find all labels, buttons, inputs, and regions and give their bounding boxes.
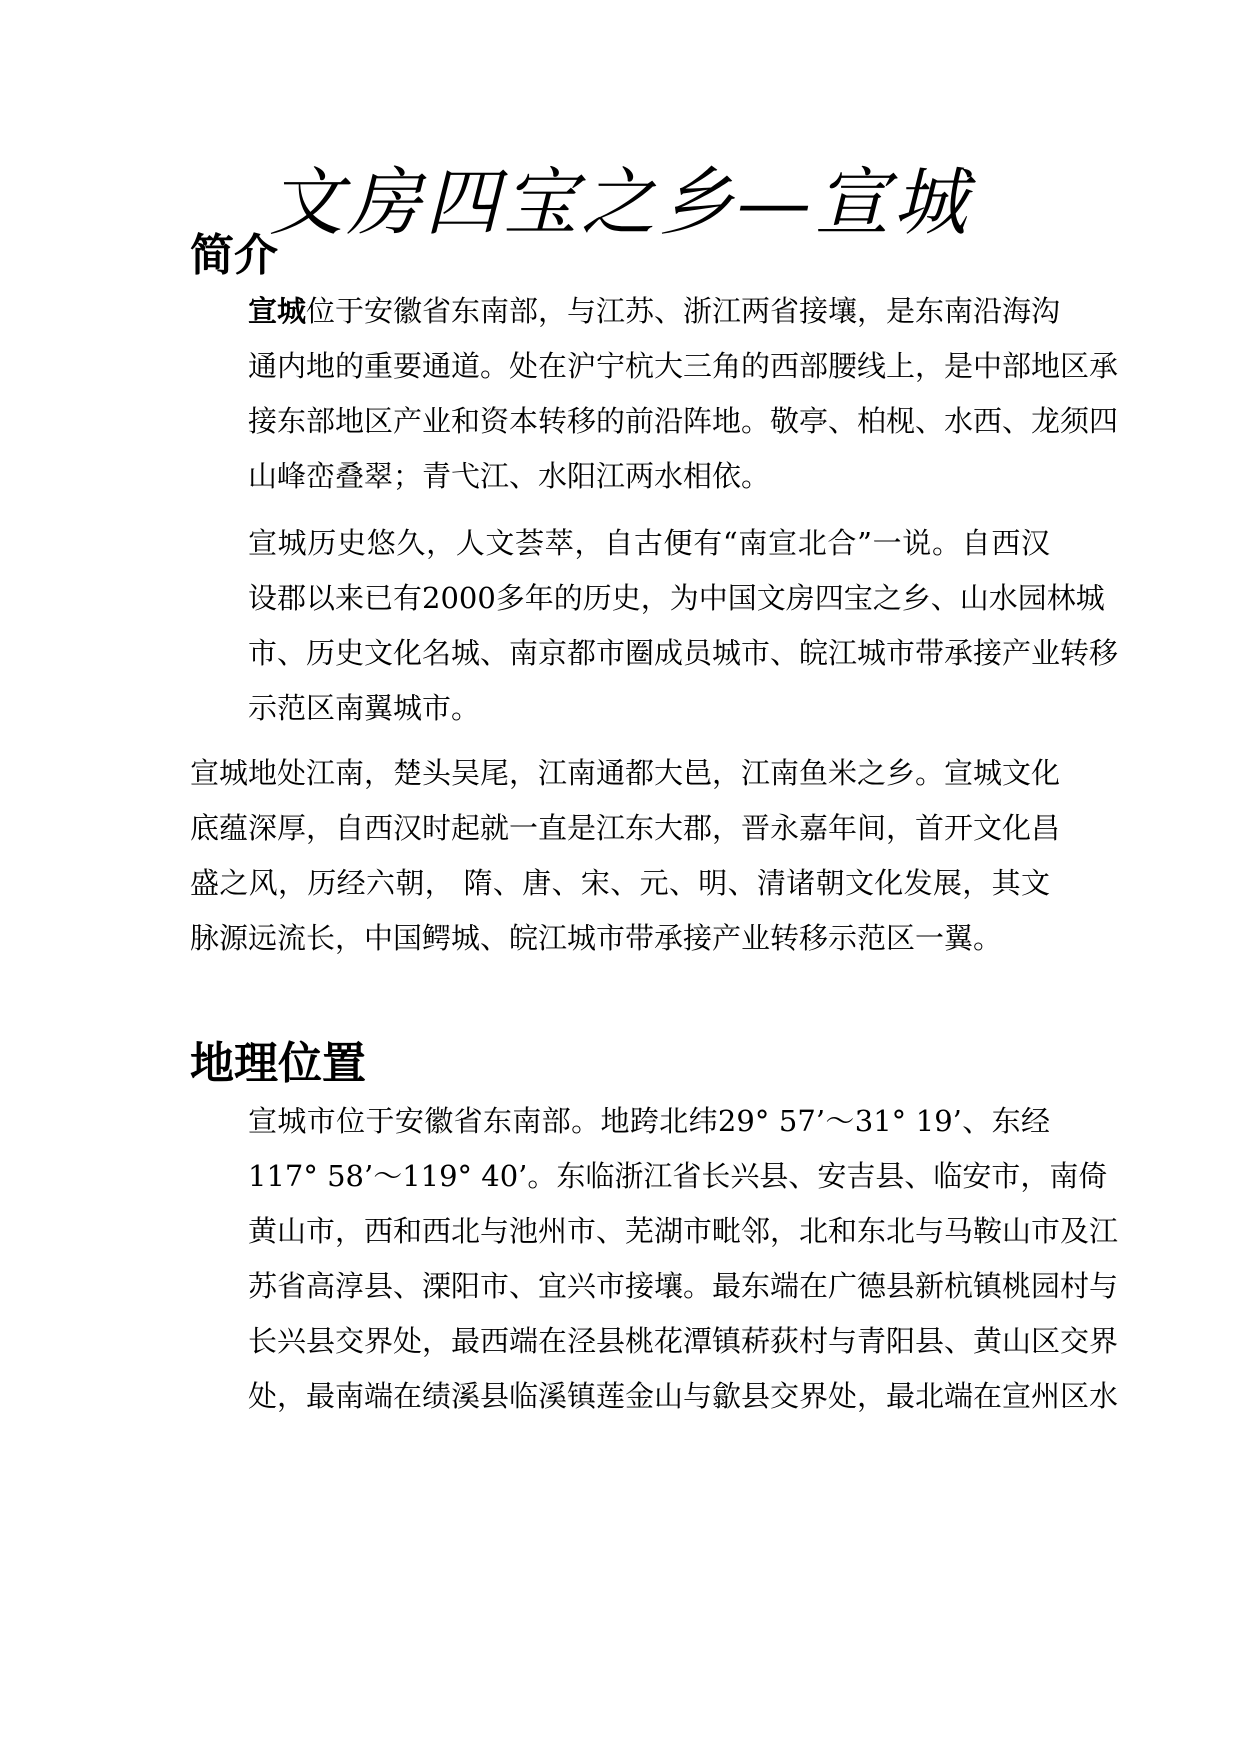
section-heading-geography: 地理位置 [190, 1038, 366, 1089]
bold-term-xuancheng: 宣城 [248, 294, 307, 328]
intro-paragraph-2: 宣城历史悠久，人文荟萃，自古便有“南宣北合”一说。自西汉 设郡以来已有2000多年的历史，为中国文房四宝之乡、山水园林城 市、历史文化名城、南京都市圈成员城市、皖江城市带承接产业转移 示范区南翼城市。 [248, 526, 1119, 725]
document-title: 文房四宝之乡—宣城 [269, 160, 971, 246]
geography-paragraph-1: 宣城市位于安徽省东南部。地跨北纬29° 57’～31° 19’、东经 117° 58’～119° 40’。东临浙江省长兴县、安吉县、临安市，南倚 黄山市，西和西北与池州市、芜湖市毗邻，北和东北与马鞍山市及江 苏省高淳县、溧阳市、宜兴市接壤。最东端在广德县新杭镇桃园村与 长兴县交界处，最西端在泾县桃花潭镇菥荻村与青阳县、黄山区交界 处，最南端在绩溪县临溪镇莲金山与歙县交界处，最北端在宣州区水 [248, 1104, 1119, 1413]
section-heading-intro: 简介 [190, 230, 278, 281]
intro-paragraph-3: 宣城地处江南，楚头吴尾，江南通都大邑，江南鱼米之乡。宣城文化 底蕴深厚，自西汉时起就一直是江东大郡，晋永嘉年间，首开文化昌 盛之风，历经六朝， 隋、唐、宋、元、明、清诸朝文化发展，其文 脉源远流长，中国鳄城、皖江城市带承接产业转移示范区一翼。 [190, 756, 1061, 955]
intro-paragraph-1: 宣城位于安徽省东南部，与江苏、浙江两省接壤，是东南沿海沟 通内地的重要通道。处在沪宁杭大三角的西部腰线上，是中部地区承 接东部地区产业和资本转移的前沿阵地。敬亭、柏枧、水西、龙须四 山峰峦叠翠；青弋江、水阳江两水相依。 [248, 294, 1119, 493]
